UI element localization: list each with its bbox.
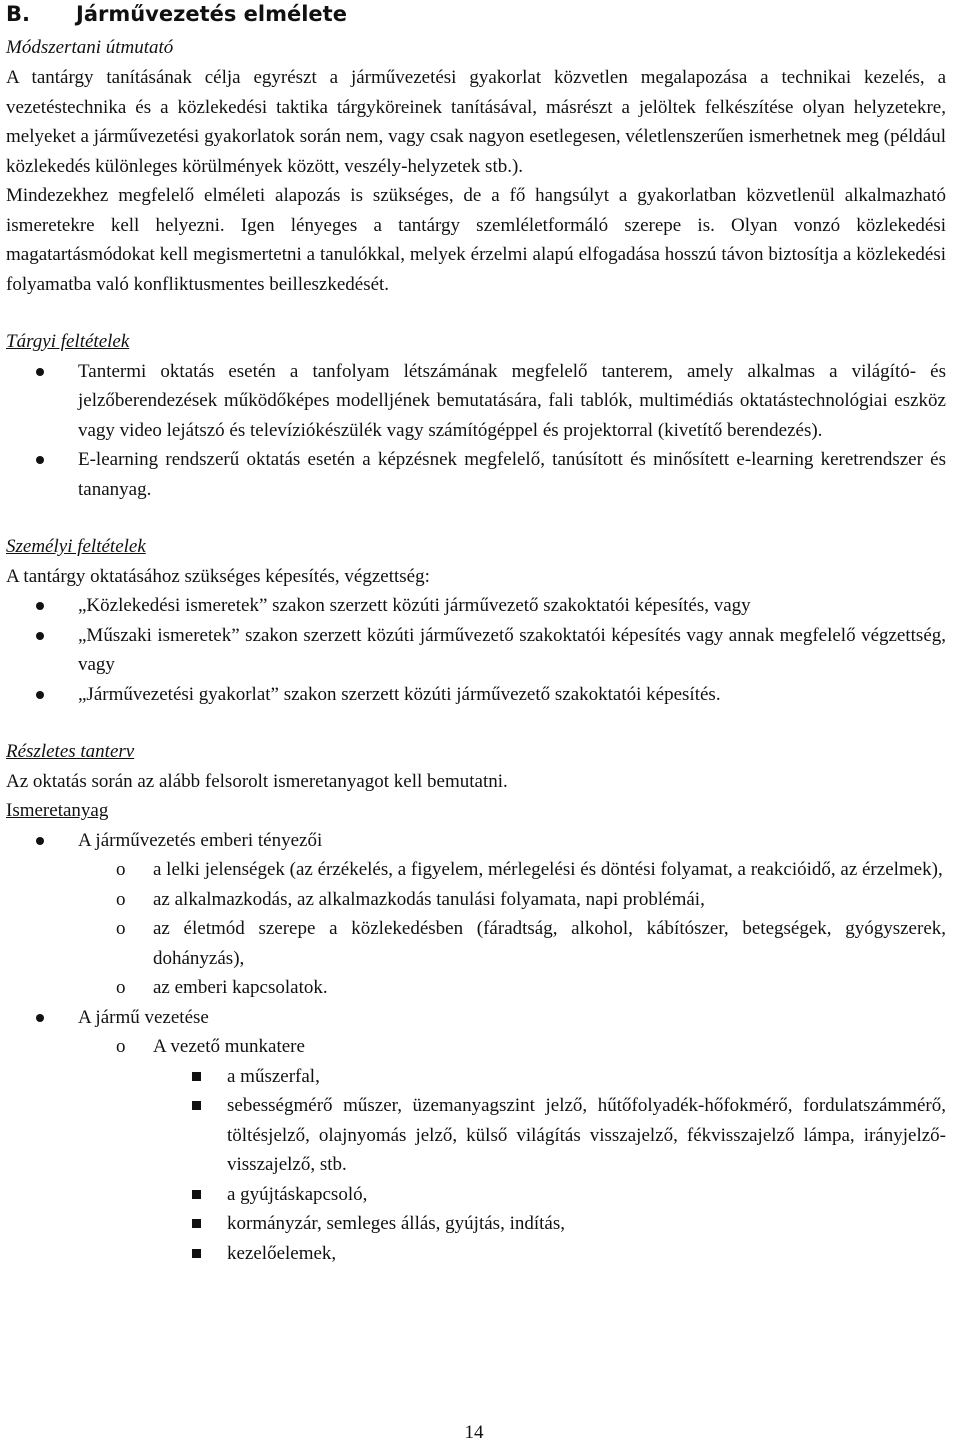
list-item: A jármű vezetése xyxy=(6,1003,946,1033)
human-factors-list xyxy=(6,855,946,1003)
bullet-marker: o xyxy=(116,888,126,910)
list-item: „Járművezetési gyakorlat” szakon szerzett közúti járművezető szakoktatói képesítés. xyxy=(6,680,946,710)
bullet-marker: o xyxy=(116,1036,126,1057)
document-page xyxy=(6,0,946,1268)
methodology-paragraph-2: Mindezekhez megfelelő elméleti alapozás is szükséges, de a fő hangsúlyt a gyakorlatban közvetlenül alkalmazható ismeretekre kell helyezni. Igen lényeges a tantárgy szemléletformáló szerepe is. Olyan vonzó közlekedési magatartásmódokat kell megismertetni a tanulókkal, melyek érzelmi alapú elfogadása hosszú távon biztosítja a közlekedési folyamatba való konfliktusmentes beilleszkedését. xyxy=(6,185,946,295)
curriculum-heading: Részletes tanterv xyxy=(6,741,135,762)
list-item: kezelőelemek, xyxy=(6,1239,946,1269)
curriculum-list xyxy=(6,826,946,856)
workplace-items-list xyxy=(6,1062,946,1269)
material-conditions-heading: Tárgyi feltételek xyxy=(6,331,130,352)
bullet-marker: o xyxy=(116,918,126,939)
curriculum-intro: Az oktatás során az alább felsorolt ismeretanyagot kell bemutatni. xyxy=(6,770,508,792)
driving-list xyxy=(6,1003,946,1033)
list-item: E-learning rendszerű oktatás esetén a képzésnek megfelelő, tanúsított és minősített e-learning keretrendszer és tananyag. xyxy=(6,445,946,504)
list-item: kormányzár, semleges állás, gyújtás, indítás, xyxy=(6,1209,946,1239)
list-item: o A vezető munkatere xyxy=(6,1032,946,1062)
section-title xyxy=(6,0,946,29)
workplace-list xyxy=(6,1032,946,1062)
list-item: o az életmód szerepe a közlekedésben (fáradtság, alkohol, kábítószer, betegségek, gyógyszerek, dohányzás), xyxy=(6,914,946,973)
material-conditions-list xyxy=(6,357,946,505)
list-item: o az alkalmazkodás, az alkalmazkodás tanulási folyamata, napi problémái, xyxy=(6,885,946,915)
page-number: 14 xyxy=(464,1422,484,1443)
bullet-marker: o xyxy=(116,859,126,880)
methodology-paragraph-1: A tantárgy tanításának célja egyrészt a járművezetési gyakorlat közvetlen megalapozása a technikai kezelés, a vezetéstechnika és a közlekedési taktika tárgyköreinek tanításával, másrészt a jelöltek felkészítése olyan helyzetekre, melyeket a járművezetési gyakorlatok során nem, vagy csak nagyon esetlegesen, véletlenszerűen ismerhetnek meg (például közlekedés különleges körülmények között, veszély-helyzetek stb.). xyxy=(6,67,946,177)
list-item: „Műszaki ismeretek” szakon szerzett közúti járművezető szakoktatói képesítés vagy annak megfelelő végzettség, vagy xyxy=(6,621,946,680)
section-title-text: Járművezetés elmélete xyxy=(76,2,347,26)
section-letter: B. xyxy=(6,2,30,26)
personal-conditions-list xyxy=(6,591,946,709)
list-item: sebességmérő műszer, üzemanyagszint jelző, hűtőfolyadék-hőfokmérő, fordulatszámmérő, töltésjelző, olajnyomás jelző, külső világítás visszajelző, fékvisszajelző lámpa, irányjelző-visszajelző, stb. xyxy=(6,1091,946,1180)
list-item: Tantermi oktatás esetén a tanfolyam létszámának megfelelő tanterem, amely alkalmas a világító- és jelzőberendezések működőképes modelljének bemutatására, fali tablók, multimédiás oktatástechnológiai eszköz vagy video lejátszó és televíziókészülék vagy számítógéppel és projektorral (kivetítő berendezés). xyxy=(6,357,946,446)
curriculum-subheading: Ismeretanyag xyxy=(6,800,109,821)
personal-conditions-intro: A tantárgy oktatásához szükséges képesítés, végzettség: xyxy=(6,565,430,587)
list-item: „Közlekedési ismeretek” szakon szerzett közúti járművezető szakoktatói képesítés, vagy xyxy=(6,591,946,621)
list-item: A járművezetés emberi tényezői xyxy=(6,826,946,856)
list-item: o a lelki jelenségek (az érzékelés, a figyelem, mérlegelési és döntési folyamat, a reakcióidő, az érzelmek), xyxy=(6,855,946,885)
list-item: o az emberi kapcsolatok. xyxy=(6,973,946,1003)
list-item: a műszerfal, xyxy=(6,1062,946,1092)
personal-conditions-heading: Személyi feltételek xyxy=(6,536,146,557)
methodology-heading: Módszertani útmutató xyxy=(6,37,174,58)
bullet-marker: o xyxy=(116,977,126,998)
list-item: a gyújtáskapcsoló, xyxy=(6,1180,946,1210)
